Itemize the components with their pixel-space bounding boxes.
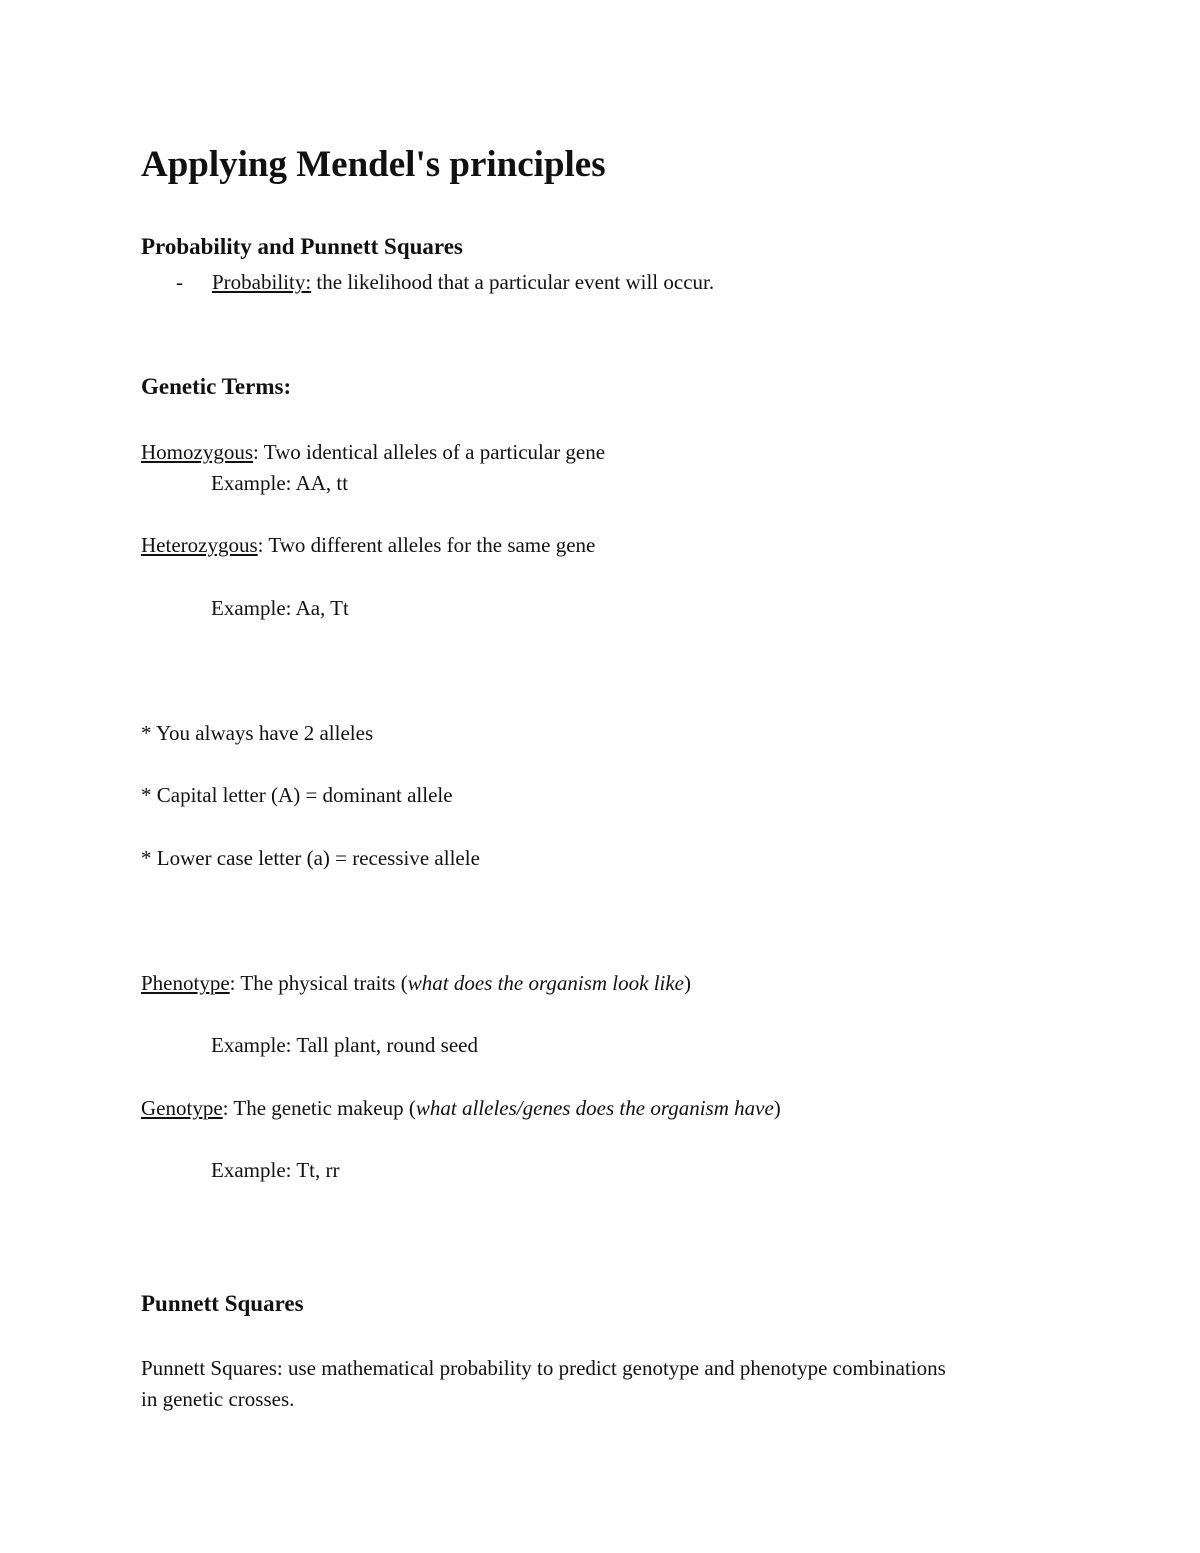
homozygous-text: : Two identical alleles of a particular gene (253, 440, 606, 464)
genotype-text-italic: what alleles/genes does the organism have (415, 1096, 774, 1120)
section-heading-punnett-squares: Punnett Squares (141, 1291, 304, 1316)
note-line: * You always have 2 alleles (141, 721, 374, 745)
genotype-definition (141, 1095, 781, 1121)
genotype-example: Example: Tt, rr (211, 1158, 340, 1182)
homozygous-definition (141, 439, 605, 465)
probability-definition: the likelihood that a particular event will occur. (311, 270, 715, 294)
phenotype-definition (141, 970, 691, 996)
genotype-text-pre: : The genetic makeup ( (222, 1096, 416, 1120)
section-heading-probability: Probability and Punnett Squares (141, 234, 463, 259)
bullet-dash: - (176, 270, 183, 294)
phenotype-example: Example: Tall plant, round seed (211, 1033, 478, 1057)
section-heading-genetic-terms: Genetic Terms: (141, 374, 292, 399)
punnett-body-line: in genetic crosses. (141, 1387, 295, 1411)
heterozygous-definition (141, 532, 595, 558)
phenotype-term: Phenotype (141, 971, 230, 995)
note-line: * Capital letter (A) = dominant allele (141, 783, 453, 807)
homozygous-example: Example: AA, tt (211, 471, 349, 495)
punnett-body-line: Punnett Squares: use mathematical probability to predict genotype and phenotype combinations (141, 1356, 946, 1380)
genotype-term: Genotype (141, 1096, 223, 1120)
genotype-text-post: ) (773, 1096, 781, 1120)
probability-bullet (176, 269, 714, 295)
heterozygous-example: Example: Aa, Tt (211, 596, 349, 620)
phenotype-text-italic: what does the organism look like (407, 971, 685, 995)
note-line: * Lower case letter (a) = recessive allele (141, 846, 480, 870)
heterozygous-term: Heterozygous (141, 533, 258, 557)
probability-term: Probability: (212, 270, 312, 294)
heterozygous-text: : Two different alleles for the same gene (257, 533, 596, 557)
phenotype-text-post: ) (684, 971, 692, 995)
phenotype-text-pre: : The physical traits ( (229, 971, 408, 995)
page-title: Applying Mendel's principles (141, 144, 606, 185)
homozygous-term: Homozygous (141, 440, 253, 464)
